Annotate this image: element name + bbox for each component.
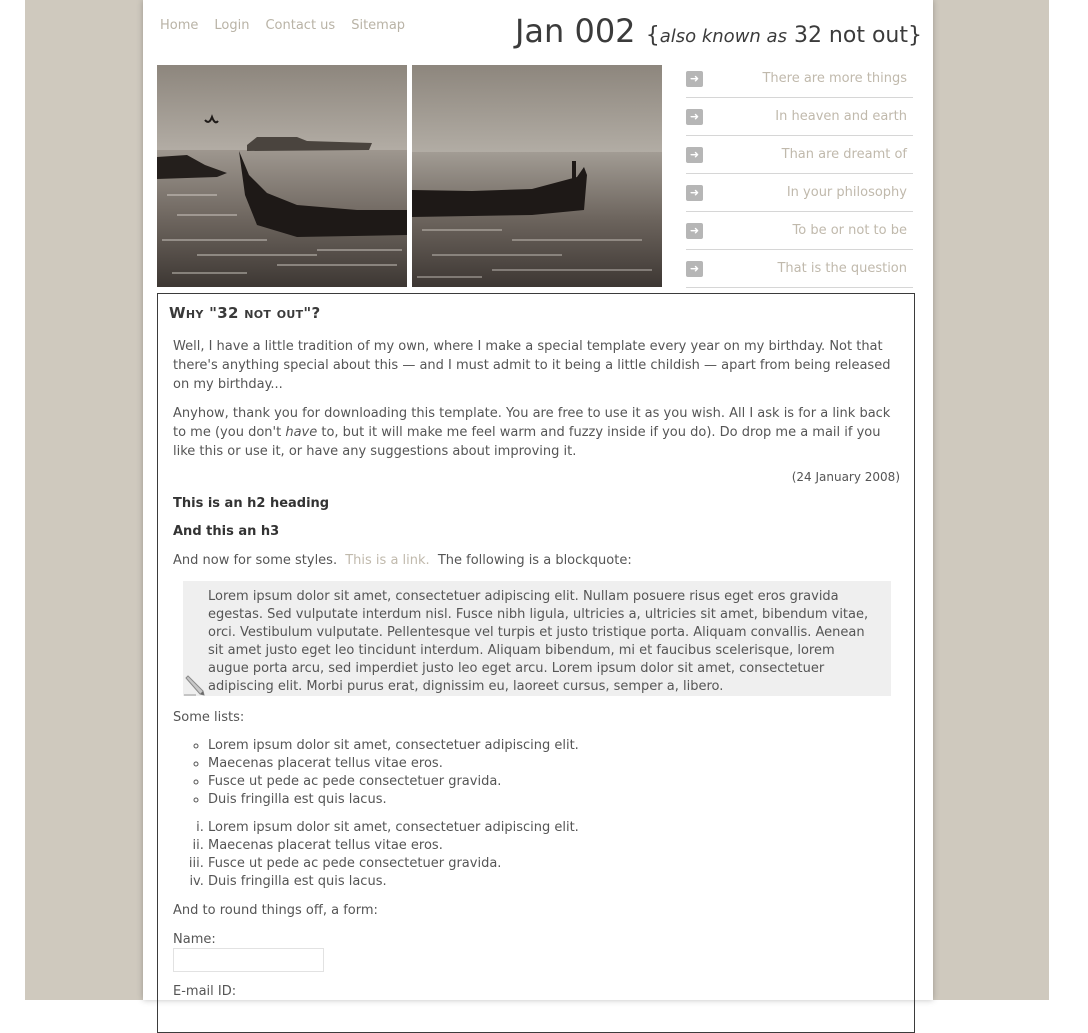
top-nav [160, 18, 405, 33]
bullet-list [173, 737, 579, 809]
side-menu-link[interactable]: Than are dreamt of [781, 147, 907, 162]
arrow-right-icon: ➜ [686, 147, 703, 163]
thanks-paragraph [173, 404, 903, 461]
sample-h2: This is an h2 heading [173, 496, 330, 511]
name-label: Name: [173, 932, 216, 947]
tagline-emphasis: also known as [659, 26, 787, 47]
side-menu-link[interactable]: There are more things [762, 71, 907, 86]
list-item: ii. Maecenas placerat tellus vitae eros. [208, 837, 579, 855]
nav-sitemap-link[interactable]: Sitemap [351, 18, 406, 33]
tagline-open-brace: { [645, 23, 660, 48]
side-menu-item[interactable] [686, 98, 913, 136]
lists-label: Some lists: [173, 710, 245, 725]
side-menu-item[interactable] [686, 136, 913, 174]
list-item: ◦ Fusce ut pede ac pede consectetuer gravida. [208, 773, 579, 791]
list-item: ◦ Maecenas placerat tellus vitae eros. [208, 755, 579, 773]
blockquote [183, 581, 891, 696]
arrow-right-icon: ➜ [686, 185, 703, 201]
nav-home-link[interactable]: Home [160, 18, 199, 33]
arrow-right-icon: ➜ [686, 223, 703, 239]
name-input[interactable] [173, 948, 324, 972]
nav-contact-link[interactable]: Contact us [265, 18, 336, 33]
arrow-right-icon: ➜ [686, 71, 703, 87]
site-tagline [646, 23, 922, 48]
side-menu-item[interactable] [686, 174, 913, 212]
styles-line [173, 551, 632, 570]
side-menu-link[interactable]: In your philosophy [786, 185, 907, 200]
side-menu-link[interactable]: In heaven and earth [775, 109, 907, 124]
tagline-text: 32 not out [786, 23, 908, 48]
side-menu-link[interactable]: That is the question [777, 261, 907, 276]
arrow-right-icon: ➜ [686, 109, 703, 125]
site-title-main: Jan 002 [514, 12, 636, 50]
list-item: iii. Fusce ut pede ac pede consectetuer gravida. [208, 855, 579, 873]
list-item: i. Lorem ipsum dolor sit amet, consectetuer adipiscing elit. [208, 819, 579, 837]
side-menu-link[interactable]: To be or not to be [792, 223, 907, 238]
side-menu-item[interactable] [686, 60, 913, 98]
roman-list [173, 819, 579, 891]
thanks-emphasis: have [285, 425, 318, 440]
tagline-close-brace: } [908, 23, 922, 48]
styles-after-text: The following is a blockquote: [437, 553, 632, 568]
thanks-text-b: to, but it will make me feel warm and fuzzy inside if you do). Do drop me a mail if you like this or use it, or have any suggestions about improving it. [173, 425, 881, 459]
post-date: (24 January 2008) [791, 470, 900, 484]
header-photo-left [157, 65, 407, 287]
side-menu [686, 60, 913, 288]
email-label: E-mail ID: [173, 984, 237, 999]
styles-intro-text: And now for some styles. [173, 553, 338, 568]
article-heading: Why "32 not out"? [169, 304, 321, 322]
nav-login-link[interactable]: Login [214, 18, 250, 33]
intro-paragraph: Well, I have a little tradition of my own, where I make a special template every year on my birthday. Not that there's anything special about this — and I must admit to it being a little childish — apart from being released on my birthday... [173, 339, 891, 392]
site-title [515, 12, 922, 50]
list-item: ◦ Duis fringilla est quis lacus. [208, 791, 579, 809]
sample-link[interactable]: This is a link. [345, 553, 430, 568]
form-intro: And to round things off, a form: [173, 903, 378, 918]
side-menu-item[interactable] [686, 212, 913, 250]
list-item: iv. Duis fringilla est quis lacus. [208, 873, 579, 891]
thanks-text-a: Anyhow, thank you for downloading this template. You are free to use it as you wish. All I ask is for a link back to me (you don't [173, 406, 891, 440]
arrow-right-icon: ➜ [686, 261, 703, 277]
side-menu-item[interactable] [686, 250, 913, 288]
list-item: ◦ Lorem ipsum dolor sit amet, consectetuer adipiscing elit. [208, 737, 579, 755]
header-photo-right [412, 65, 662, 287]
main-content [157, 293, 915, 1033]
blockquote-text: Lorem ipsum dolor sit amet, consectetuer adipiscing elit. Nullam posuere risus eget eros gravida egestas. Sed vulputate interdum nisl. Fusce nibh ligula, ultricies a, ultricies sit amet, bibendum vitae, orci. Vestibulum vulputate. Pellentesque vel turpis et justo tristique porta. Aliquam convallis. Aenean sit amet justo eget leo tincidunt interdum. Aliquam bibendum, mi et faucibus scelerisque, lorem augue porta arcu, sed imperdiet justo leo eget arcu. Lorem ipsum dolor sit amet, consectetuer adipiscing elit. Morbi purus erat, dignissim eu, laoreet cursus, semper a, libero. [208, 589, 869, 694]
pen-icon [183, 674, 207, 696]
sample-h3: And this an h3 [173, 524, 280, 539]
